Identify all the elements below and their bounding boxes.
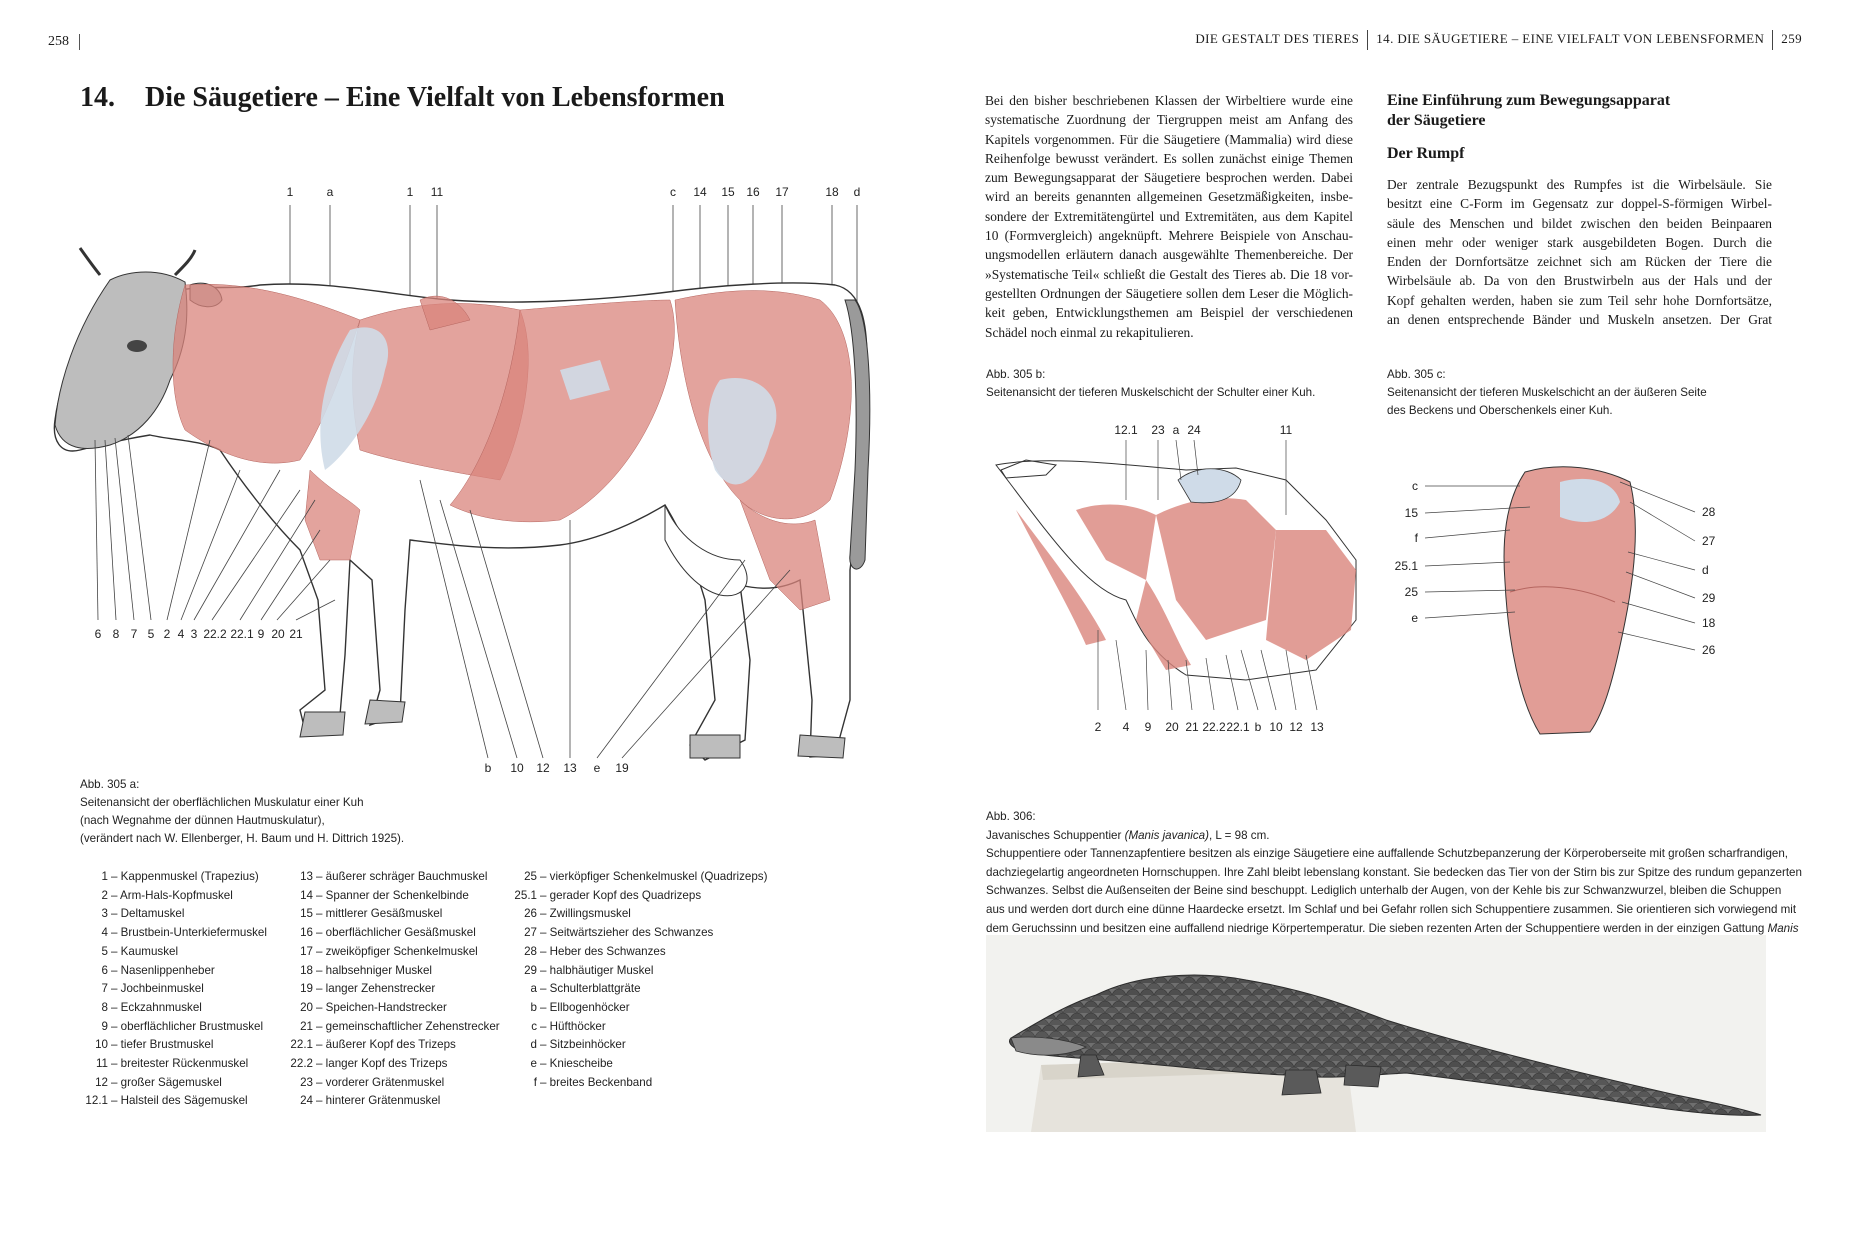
- legend-label: – Deltamuskel: [111, 907, 185, 921]
- label-top-8: 17: [775, 185, 789, 199]
- text-line: besitzt eine C-Form im Gegensatz zur doppel-S-förmigen Wirbel-: [1387, 196, 1772, 212]
- legend-key: 23: [300, 1075, 313, 1089]
- label-b-3: 13: [563, 761, 577, 775]
- text-line: an denen entsprechende Bänder und Muskeln ansetzen. Der Grat: [1387, 312, 1772, 328]
- rumpf-paragraph: [1387, 175, 1772, 329]
- legend-key: c: [531, 1019, 537, 1033]
- legend-label: – Kappenmuskel (Trapezius): [111, 870, 259, 883]
- running-head-section: DIE GESTALT DES TIERES: [1195, 30, 1360, 46]
- caption-line: Seitenansicht der tieferen Muskelschicht der Schulter einer Kuh.: [986, 386, 1316, 399]
- pangolin-drawing: [986, 935, 1766, 1132]
- top-labels: [287, 185, 861, 199]
- label-c-left-1: 15: [1404, 506, 1418, 520]
- caption-line: Seitenansicht der oberflächlichen Muskulatur einer Kuh: [80, 796, 364, 809]
- legend-label: – oberflächlicher Gesäßmuskel: [316, 926, 476, 940]
- label-c-right-1: 27: [1702, 534, 1716, 548]
- legend-key: 6: [101, 963, 108, 977]
- species-common-name: Javanisches Schuppentier: [986, 828, 1125, 842]
- legend-key: 19: [300, 982, 313, 996]
- label-b-top-2: a: [1172, 423, 1180, 437]
- text-line: Schädel noch einmal zu rekapitulieren.: [985, 324, 1194, 340]
- label-top-0: 1: [286, 185, 294, 199]
- legend-entry: [80, 1092, 267, 1111]
- text-line: Bei den bisher beschriebenen Klassen der Wirbeltiere wurde eine: [985, 93, 1353, 108]
- legend-entry: [285, 887, 500, 906]
- legend-label: – Eckzahnmuskel: [111, 1000, 202, 1014]
- caption-line: Seitenansicht der tieferen Muskelschicht an der äußeren Seite: [1387, 386, 1707, 399]
- legend-label: – Nasenlippenheber: [111, 963, 215, 977]
- legend-entry: [505, 887, 767, 906]
- label-bl-6: 3: [190, 627, 198, 641]
- caption-line: aus und werden dort durch eine dünne Haardecke ersetzt. Im Schlaf und bei Gefahr rollen sich Schuppentiere zusammen. Sie orientieren sich vorwiegend mit: [986, 902, 1797, 916]
- legend-key: 14: [300, 888, 313, 902]
- legend-key: 21: [300, 1019, 313, 1033]
- legend-key: d: [530, 1038, 537, 1052]
- caption-line: Abb. 305 a:: [80, 778, 140, 791]
- text-line: Enden der Dornfortsätze zeichnet sich am Rücken der Tiere die: [1387, 254, 1772, 270]
- figure-305c-caption: [1387, 366, 1707, 420]
- text-line: Wirbelsäule ab. Da von den Brustwirbeln aus der Hals und der: [1387, 273, 1772, 289]
- legend-key: 5: [101, 944, 108, 958]
- label-b-bottom-2: 9: [1144, 720, 1152, 734]
- figure-306-label: Abb. 306:: [986, 810, 1036, 823]
- subheading-rumpf: Der Rumpf: [1387, 145, 1465, 162]
- label-top-9: 18: [825, 185, 839, 199]
- legend-key: 17: [300, 944, 313, 958]
- label-bl-7: 22.2: [203, 627, 227, 641]
- legend-label: – Jochbeinmuskel: [111, 982, 204, 996]
- caption-line: Schuppentiere oder Tannenzapfentiere besitzen als einzige Säugetiere eine auffallende Schutzbepanzerung der Körperoberseite mit großen scharfrandigen,: [986, 847, 1789, 861]
- cow-muscle-illustration: [0, 0, 930, 800]
- caption-line: dachziegelartig angeordneten Hornschuppen. Ihre Zahl bleibt lebenslang konstant. Sie bedecken das Tier von der Stirn bis zur Spitze des rundum gepanzerten: [986, 865, 1802, 879]
- label-b-bottom-5: 22.2: [1202, 720, 1226, 734]
- label-b-top-3: 24: [1187, 423, 1201, 437]
- label-bl-3: 5: [147, 627, 155, 641]
- text-line: säule des Menschen und bildet zwischen den beiden Beinpaaren: [1387, 215, 1772, 231]
- label-bl-0: 6: [94, 627, 102, 641]
- legend-label: – gemeinschaftlicher Zehenstrecker: [316, 1019, 500, 1033]
- label-b-top-1: 23: [1151, 423, 1165, 437]
- legend-label: – langer Kopf des Trizeps: [316, 1057, 448, 1071]
- label-b-bottom-8: 10: [1269, 720, 1283, 734]
- legend-label: – Halsteil des Sägemuskel: [111, 1094, 248, 1108]
- legend-key: 18: [300, 963, 313, 977]
- label-b-bottom-7: b: [1254, 720, 1262, 734]
- legend-label: – äußerer schräger Bauchmuskel: [316, 870, 488, 883]
- legend-key: 12: [95, 1075, 108, 1089]
- legend-key: 13: [300, 870, 313, 883]
- legend-label: – Sitzbeinhöcker: [540, 1038, 626, 1052]
- legend-label: – halbhäutiger Muskel: [540, 963, 654, 977]
- legend-key: 25: [524, 870, 537, 883]
- legend-label: – Speichen-Handstrecker: [316, 1000, 447, 1014]
- legend-entry: [285, 1055, 500, 1074]
- text-line: Kopf gehalten werden, haben sie zum Teil sehr hohe Dornfortsätze,: [1387, 292, 1772, 308]
- label-c-right-4: 18: [1702, 616, 1716, 630]
- legend-entry: [505, 1055, 767, 1074]
- cow-hooves: [300, 700, 845, 758]
- cow-eye: [127, 340, 147, 352]
- legend-entry: [285, 1074, 500, 1093]
- pangolin-photo: [986, 935, 1766, 1132]
- legend-entry: [285, 980, 500, 999]
- caption-line: Abb. 305 b:: [986, 368, 1046, 381]
- caption-line: Schwanzes. Selbst die Außenseiten der Beine sind beschuppt. Lediglich unterhalb der Augen, von der Kehle bis zur Schwanzwurzel, bleiben die Schuppen: [986, 884, 1782, 898]
- label-bl-5: 4: [177, 627, 185, 641]
- legend-key: 27: [524, 926, 537, 940]
- text-line: Kapitels vorgenommen. Für die Säugetiere (Mammalia) wird diese: [985, 131, 1353, 147]
- label-b-5: 19: [615, 761, 629, 775]
- legend-key: 7: [101, 982, 108, 996]
- legend-entry: [80, 999, 267, 1018]
- legend-key: 9: [101, 1019, 108, 1033]
- legend-entry: [80, 887, 267, 906]
- legend-entry: [80, 1074, 267, 1093]
- legend-key: f: [533, 1075, 537, 1089]
- legend-label: – Kaumuskel: [111, 944, 179, 958]
- legend-entry: [80, 1018, 267, 1037]
- bottom-left-labels: [95, 627, 303, 641]
- figure-305b-caption: [986, 366, 1315, 402]
- legend-entry: [505, 1018, 767, 1037]
- chapter-title-text: Die Säugetiere – Eine Vielfalt von Lebensformen: [145, 82, 725, 113]
- legend-label: – hinterer Grätenmuskel: [316, 1094, 441, 1108]
- legend-label: – Brustbein-Unterkiefermuskel: [111, 926, 267, 940]
- legend-label: – Spanner der Schenkelbinde: [316, 888, 469, 902]
- legend-key: 1: [101, 870, 108, 883]
- label-top-3: 11: [430, 185, 444, 199]
- legend-entry: [285, 1018, 500, 1037]
- text-line: keit geben, Entwicklungsthemen am Beispiel der verschiedenen: [985, 305, 1353, 321]
- figure-305a-caption: [80, 776, 404, 848]
- legend-key: 28: [524, 944, 537, 958]
- label-top-1: a: [326, 185, 334, 199]
- caption-line: (verändert nach W. Ellenberger, H. Baum und H. Dittrich 1925).: [80, 832, 405, 845]
- legend-key: 26: [524, 907, 537, 921]
- running-head-chapter: 14. DIE SÄUGETIERE – EINE VIELFALT VON LEBENSFORMEN: [1376, 30, 1765, 46]
- bottom-labels: [485, 761, 629, 775]
- label-bl-11: 21: [289, 627, 303, 641]
- legend-label: – vorderer Grätenmuskel: [316, 1075, 445, 1089]
- page-number-left: 258: [48, 34, 80, 50]
- label-c-left-3: 25.1: [1394, 559, 1418, 573]
- legend-key: 22.1: [290, 1038, 313, 1052]
- legend-key: 22.2: [290, 1057, 313, 1071]
- legend-column-2: [285, 868, 500, 1111]
- legend-entry: [285, 1036, 500, 1055]
- legend-entry: [285, 924, 500, 943]
- label-c-right-3: 29: [1702, 591, 1716, 605]
- legend-key: 8: [101, 1000, 108, 1014]
- text-line: wird an bereits genannten allgemeinen Gesetzmäßigkeiten, insbe-: [985, 189, 1353, 205]
- label-c-left-0: c: [1412, 479, 1418, 493]
- legend-key: 10: [95, 1038, 108, 1052]
- legend-entry: [505, 962, 767, 981]
- label-b-0: b: [484, 761, 492, 775]
- legend-entry: [505, 1036, 767, 1055]
- legend-label: – großer Sägemuskel: [111, 1075, 222, 1089]
- text-line: zum Bewegungsapparat der Säugetiere besprochen werden. Dabei: [985, 170, 1353, 186]
- legend-label: – breitester Rückenmuskel: [111, 1057, 249, 1071]
- label-b-bottom-6: 22.1: [1226, 720, 1250, 734]
- legend-key: 12.1: [85, 1094, 108, 1108]
- text-line: Der zentrale Bezugspunkt des Rumpfes ist die Wirbelsäule. Sie: [1387, 177, 1772, 192]
- legend-label: – Ellbogenhöcker: [540, 1000, 630, 1014]
- legend-entry: [80, 905, 267, 924]
- legend-entry: [80, 943, 267, 962]
- text-line: systematische Zuordnung der Tiergruppen meist am Anfang des: [985, 112, 1353, 128]
- caption-line: des Beckens und Oberschenkels einer Kuh.: [1387, 404, 1613, 417]
- legend-entry: [80, 1055, 267, 1074]
- text-line: gestellten Ordnungen der Säugetiere sollen dem Leser die Möglich-: [985, 285, 1353, 301]
- legend-label: – vierköpfiger Schenkelmuskel (Quadrizeps): [540, 870, 768, 883]
- text-line: Reihenfolge bewusst verändert. Es sollen zunächst einige Themen: [985, 150, 1353, 166]
- legend-label: – Seitwärtszieher des Schwanzes: [540, 926, 714, 940]
- label-b-top-4: 11: [1279, 423, 1293, 437]
- label-c-right-2: d: [1702, 563, 1709, 577]
- legend-label: – zweiköpfiger Schenkelmuskel: [316, 944, 478, 958]
- text-line: 10 (Formvergleich) angeknüpft. Mehrere Beispiele von Anschau-: [985, 228, 1353, 244]
- label-bl-10: 20: [271, 627, 285, 641]
- legend-entry: [505, 924, 767, 943]
- legend-label: – Schulterblattgräte: [540, 982, 641, 996]
- legend-entry: [505, 905, 767, 924]
- label-c-left-4: 25: [1404, 585, 1418, 599]
- legend-column-1: [80, 868, 267, 1111]
- label-c-left-2: f: [1414, 531, 1418, 545]
- legend-label: – breites Beckenband: [540, 1075, 653, 1089]
- label-bl-2: 7: [130, 627, 138, 641]
- text-line: »Systematische Teil« schließt die Gestalt des Tieres ab. Die 18 vor-: [985, 266, 1353, 282]
- intro-paragraph: [985, 91, 1353, 342]
- label-bl-1: 8: [112, 627, 120, 641]
- species-latin-name: (Manis javanica): [1124, 828, 1209, 842]
- legend-entry: [505, 980, 767, 999]
- legend-entry: [285, 868, 500, 887]
- legend-entry: [285, 1092, 500, 1111]
- section-heading-line: Eine Einführung zum Bewegungsapparat: [1387, 92, 1671, 109]
- legend-label: – Arm-Hals-Kopfmuskel: [111, 888, 233, 902]
- label-bl-4: 2: [163, 627, 171, 641]
- legend-label: – tiefer Brustmuskel: [111, 1038, 214, 1052]
- label-c-right-5: 26: [1702, 643, 1716, 657]
- legend-column-3: [505, 868, 767, 1092]
- running-head: [1195, 30, 1802, 50]
- label-b-bottom-3: 20: [1165, 720, 1179, 734]
- legend-key: 20: [300, 1000, 313, 1014]
- page-number-right: 259: [1781, 30, 1802, 46]
- label-top-5: 14: [693, 185, 707, 199]
- legend-key: 24: [300, 1094, 313, 1108]
- section-heading-line: der Säugetiere: [1387, 112, 1486, 129]
- legend-label: – halbsehniger Muskel: [316, 963, 433, 977]
- legend-entry: [285, 999, 500, 1018]
- legend-label: – langer Zehenstrecker: [316, 982, 436, 996]
- legend-key: e: [530, 1057, 537, 1071]
- label-bl-9: 9: [257, 627, 265, 641]
- text-line: einen mehr oder weniger stark ausgebildeten Bogen. Durch die: [1387, 234, 1772, 250]
- legend-entry: [285, 905, 500, 924]
- chapter-number: 14.: [80, 82, 115, 113]
- legend-key: a: [530, 982, 537, 996]
- legend-label: – gerader Kopf des Quadrizeps: [540, 888, 702, 902]
- label-bl-8: 22.1: [230, 627, 254, 641]
- label-b-bottom-1: 4: [1122, 720, 1130, 734]
- caption-line-text: dem Geruchssinn und besitzen eine auffallend niedrige Körpertemperatur. Die sieben rezenten Arten der Schuppentiere werden in der einzigen Gattung: [986, 921, 1768, 935]
- pelvis-muscle-illustration: [1390, 462, 1730, 752]
- label-top-7: 16: [746, 185, 760, 199]
- legend-key: 15: [300, 907, 313, 921]
- legend-entry: [285, 962, 500, 981]
- legend-label: – äußerer Kopf des Trizeps: [316, 1038, 456, 1052]
- caption-line: (nach Wegnahme der dünnen Hautmuskulatur),: [80, 814, 325, 827]
- legend-entry: [505, 868, 767, 887]
- label-top-6: 15: [721, 185, 735, 199]
- label-top-4: c: [670, 185, 676, 199]
- species-length: , L = 98 cm.: [1208, 828, 1270, 842]
- label-top-10: d: [853, 185, 861, 199]
- caption-line: Abb. 305 c:: [1387, 368, 1446, 381]
- legend-label: – Zwillingsmuskel: [540, 907, 631, 921]
- legend-key: 11: [95, 1057, 108, 1071]
- legend-label: – Kniescheibe: [540, 1057, 613, 1071]
- figure-306-title: [986, 827, 1802, 846]
- right-column: [1387, 91, 1772, 329]
- legend-entry: [505, 943, 767, 962]
- legend-key: b: [530, 1000, 537, 1014]
- text-line: sondere der Extremitätengürtel und Extremitäten, aus dem Kapitel: [985, 208, 1353, 224]
- label-b-4: e: [593, 761, 601, 775]
- label-b-bottom-0: 2: [1094, 720, 1102, 734]
- legend-entry: [285, 943, 500, 962]
- legend-entry: [80, 868, 267, 887]
- genus-name: Manis: [1767, 921, 1799, 935]
- legend-key: 25.1: [514, 888, 537, 902]
- legend-label: – Heber des Schwanzes: [540, 944, 666, 958]
- shoulder-muscle-illustration: [986, 420, 1416, 740]
- legend-label: – mittlerer Gesäßmuskel: [316, 907, 443, 921]
- legend-entry: [505, 999, 767, 1018]
- text-line: ungsmodellen erläutern danach ausgewählte Themenbereiche. Der: [985, 247, 1353, 263]
- label-c-right-0: 28: [1702, 505, 1716, 519]
- legend-key: 3: [101, 907, 108, 921]
- legend-key: 29: [524, 963, 537, 977]
- right-page: [930, 0, 1860, 1240]
- legend-key: 16: [300, 926, 313, 940]
- legend-entry: [80, 980, 267, 999]
- label-b-2: 12: [536, 761, 550, 775]
- legend-key: 2: [101, 888, 108, 902]
- label-b-top-0: 12.1: [1114, 423, 1138, 437]
- label-b-bottom-9: 12: [1289, 720, 1303, 734]
- legend-key: 4: [101, 926, 108, 940]
- label-b-1: 10: [510, 761, 524, 775]
- legend-entry: [80, 1036, 267, 1055]
- legend-label: – oberflächlicher Brustmuskel: [111, 1019, 264, 1033]
- label-top-2: 1: [406, 185, 414, 199]
- label-b-bottom-4: 21: [1185, 720, 1199, 734]
- legend-entry: [505, 1074, 767, 1093]
- label-c-left-5: e: [1411, 611, 1418, 625]
- legend-entry: [80, 924, 267, 943]
- label-b-bottom-10: 13: [1310, 720, 1324, 734]
- section-heading: [1387, 91, 1772, 131]
- legend-entry: [80, 962, 267, 981]
- legend-label: – Hüfthöcker: [540, 1019, 606, 1033]
